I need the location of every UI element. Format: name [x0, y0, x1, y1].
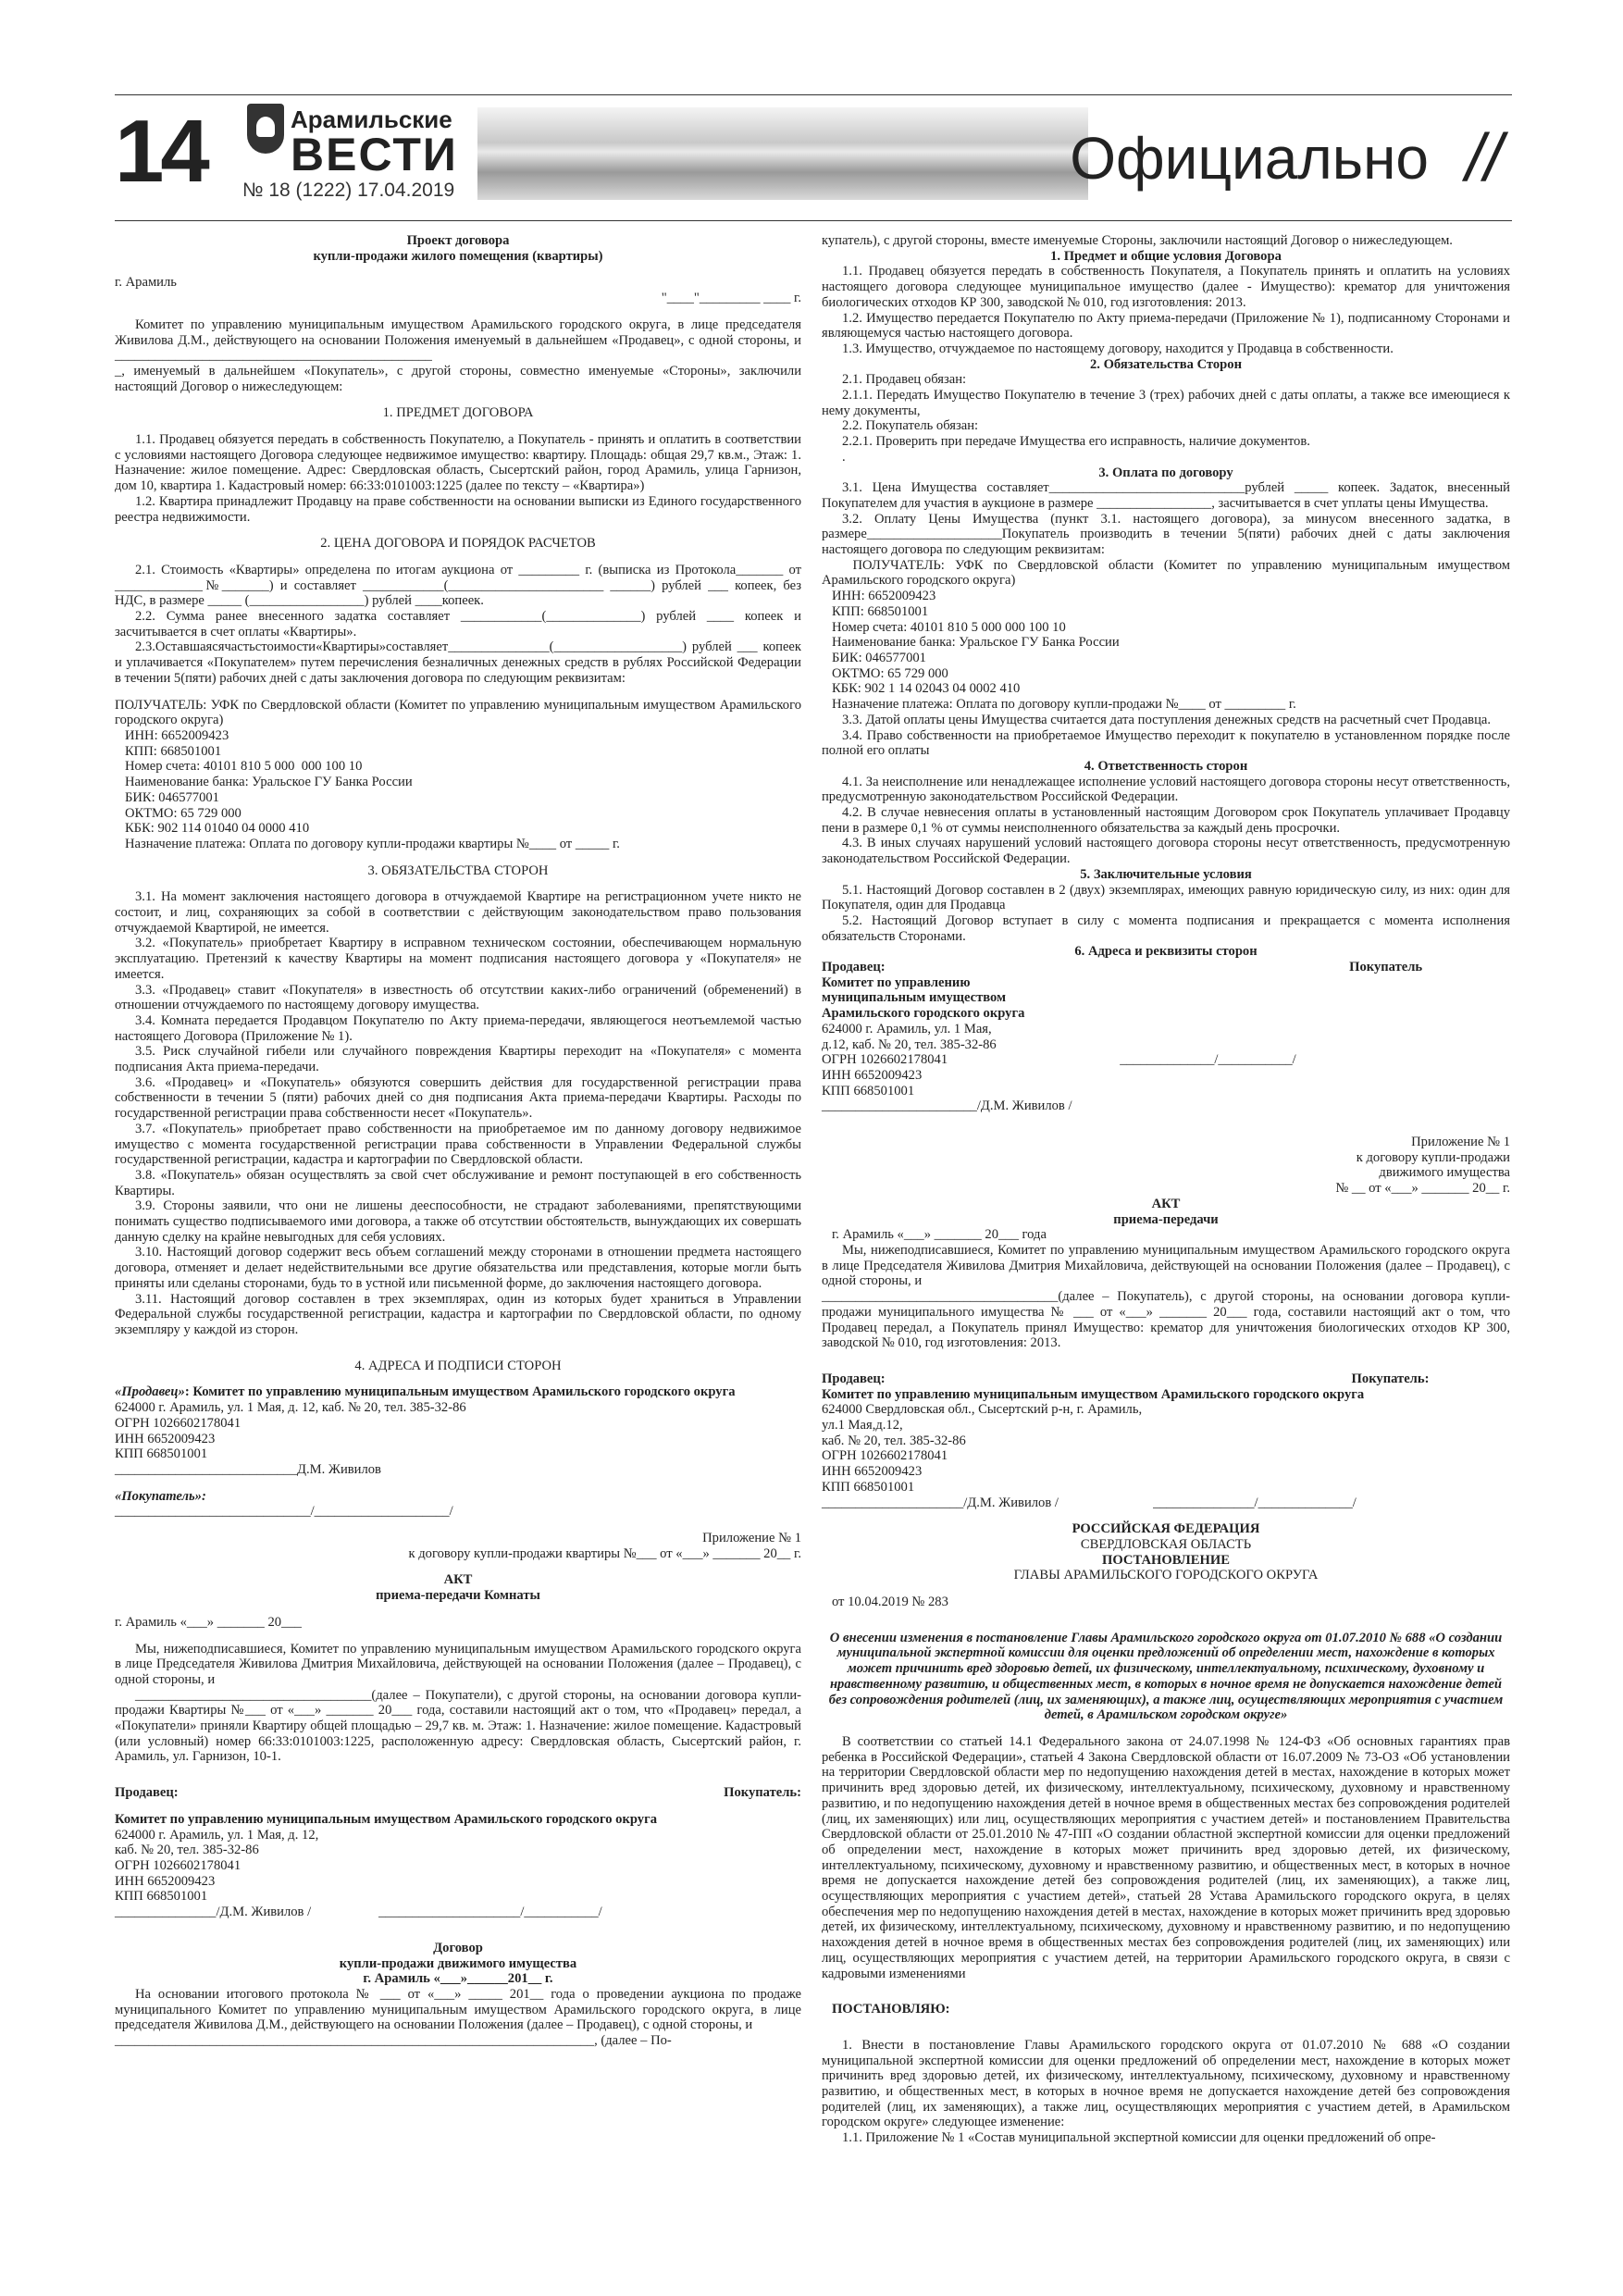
section-heading: 6. Адреса и реквизиты сторон	[1074, 944, 1258, 960]
text-line: Приложение № 1	[1411, 1135, 1510, 1150]
text-line: ___________________________________(далее – Покупатели), с другой стороны, на основании договора купли-продажи Квартиры №___ от «___» _______ 20___ года, составили настоящий акт о том, что «Продавец» передал, а «Покупатели» приняли Квартиру общей площадью – 29,7 кв. м. Этаж: 1. Назначение: жилое помещение. Кадастровый (или условный) номер 66:33:0101003:1225, расположенную адресу: Свердловская область, Сысертский район, г. Арамиль, ул. Гарнизон, 10-1.	[115, 1687, 801, 1765]
text-line: 2.2.1. Проверить при передаче Имущества его исправность, наличие документов.	[842, 434, 1310, 450]
text-line: Мы, нижеподписавшиеся, Комитет по управлению муниципальным имуществом Арамильского городского округа в лице Председателя Живилова Дмитрия Михайловича, действующей на основании Положения (далее – Продавец), с одной стороны, и	[822, 1243, 1510, 1289]
spacer	[822, 1610, 1510, 1631]
spacer	[822, 1351, 1510, 1371]
seller-label: Продавец:	[822, 960, 886, 975]
text-line: 1.3. Имущество, отчуждаемое по настоящему договору, находится у Продавца в собственности.	[842, 341, 1394, 356]
paper-name-big: ВЕСТИ	[291, 129, 458, 180]
text-line: 1.2. Имущество передается Покупателю по Акту приема-передачи (Приложение № 1), подписанному Сторонами и являющемуся частью настоящего договора.	[822, 310, 1510, 341]
section-heading: 2. ЦЕНА ДОГОВОРА И ПОРЯДОК РАСЧЕТОВ	[320, 536, 596, 552]
section-heading: 3. Оплата по договору	[1098, 465, 1233, 480]
buyer-label: Покупатель:	[724, 1785, 801, 1801]
text-line: № __ от «___» _______ 20__ г.	[1335, 1181, 1510, 1197]
text-line: ПОСТАНОВЛЯЮ:	[822, 2002, 950, 2017]
section-heading: ГЛАВЫ АРАМИЛЬСКОГО ГОРОДСКОГО ОКРУГА	[1013, 1568, 1319, 1583]
text-line: В соответствии со статьей 14.1 Федерального закона от 24.07.1998 № 124-ФЗ «Об основных гарантиях прав ребенка в Российской Федерации», статьей 4 Закона Свердловской области от 16.07.2009 № 73-ОЗ «Об установлении на территории Свердловской области мер по недопущению нахождения детей в местах, нахождение в которых может причинить вред здоровью детей, их физическому, интеллектуальному, психическому, духовному и нравственному развитию, и по недопущению нахождения детей в ночное время в общественных местах без сопровождения родителей (лиц, их заменяющих) или лиц, осуществляющих мероприятия с участием детей» и постановлением Правительства Свердловской области от 25.01.2010 № 47-ПП «О создании областной экспертной комиссии для оценки предложений об определении мест, нахождение в которых может причинить вред здоровью детей, их физическому, интеллектуальному, психическому, духовному и нравственному развитию, и общественных мест, в которых в ночное время не допускается нахождение детей без сопровождения родителей (лиц, их заменяющих), а также лиц, осуществляющих мероприятия с участием детей», статьей 28 Устава Арамильского городского округа, в целях обеспечения мер по недопущению нахождения детей в местах, нахождение в которых может причинить вред здоровью детей, их физическому, интеллектуальному, психическому, духовному и нравственному развитию, и по недопущению нахождения детей в ночное время в общественных местах без сопровождения родителей (лиц, их заменяющих) или лиц, осуществляющих мероприятия с участием детей, на территории Арамильского городского округа, в связи с кадровыми изменениями	[822, 1733, 1510, 1981]
text-line: Назначение платежа: Оплата по договору купли-продажи квартиры №____ от _____ г.	[115, 836, 620, 851]
party-line	[115, 1384, 801, 1400]
issue-info: № 18 (1222) 17.04.2019	[242, 180, 455, 201]
text-line: ___________________________Д.М. Живилов	[115, 1461, 381, 1477]
spacer	[115, 306, 801, 317]
text-line: 3.4. Право собственности на приобретаемое Имущество переходит к покупателю в установленном порядке после полной его оплаты	[822, 727, 1510, 759]
text-line: 5.2. Настоящий Договор вступает в силу с момента подписания и прекращается с момента исполнения обязательств Сторонами.	[822, 912, 1510, 944]
spacer	[115, 878, 801, 889]
text-line: Назначение платежа: Оплата по договору купли-продажи №____ от _________ г.	[822, 697, 1296, 713]
text-line: 2.1.1. Передать Имущество Покупателю в течение 3 (трех) рабочих дней с даты оплаты, а также все имеющиеся к нему документы,	[822, 388, 1510, 418]
text-line: Комитет по управлению	[822, 974, 971, 990]
text-line: КПП 668501001	[115, 1889, 208, 1905]
seller-label: Продавец:	[822, 1371, 886, 1386]
text-line: 3.2. «Покупатель» приобретает Квартиру в исправном техническом состоянии, обеспечивающем нормальную эксплуатацию. Претензий к качеству Квартиры на момент подписания настоящего договора у «Покупателя» не имеется.	[115, 936, 801, 982]
spacer	[115, 1520, 801, 1531]
text-line: _______________/Д.М. Живилов / _____________________/___________/	[115, 1905, 602, 1920]
section-heading: 4. АДРЕСА И ПОДПИСИ СТОРОН	[354, 1358, 562, 1373]
text-line: Арамильского городского округа	[822, 1006, 1025, 1022]
section-heading: Договор	[433, 1940, 483, 1955]
text-line: ОГРН 1026602178041	[115, 1857, 242, 1873]
text-line: ул.1 Мая,д.12,	[822, 1418, 903, 1433]
text-line: каб. № 20, тел. 385-32-86	[115, 1843, 259, 1858]
text-line: от 10.04.2019 № 283	[822, 1595, 948, 1610]
text-line: «Покупатель»:	[115, 1488, 206, 1504]
section-heading: 5. Заключительные условия	[1080, 866, 1252, 882]
text-line: движимого имущества	[1379, 1165, 1510, 1181]
right-column	[822, 233, 1514, 2146]
spacer	[115, 552, 801, 563]
section-heading: 2. Обязательства Сторон	[1089, 356, 1243, 372]
text-line: муниципальным имуществом	[822, 990, 1007, 1006]
text-line: КПП 668501001	[822, 1083, 915, 1098]
text-line: 3.7. «Покупатель» приобретает право собственности на приобретаемое им по данному договору недвижимое имущество с момента государственной регистрации права собственности в Управлении Федеральной службы государственной регистрации, кадастра и картографии по Свердловской области.	[115, 1121, 801, 1168]
text-line: 624000 Свердловская обл., Сысертский р-н, г. Арамиль,	[822, 1402, 1143, 1418]
text-line: 3.3. «Продавец» ставит «Покупателя» в известность об отсутствии каких-либо ограничений (обременений) в отношении отчуждаемого по настоящему договору имущества.	[115, 982, 801, 1013]
text-line: Мы, нижеподписавшиеся, Комитет по управлению муниципальным имуществом Арамильского городского округа в лице Председателя Живилова Дмитрия Михайловича, действующей на основании Положения (далее – Продавец), с одной стороны, и	[115, 1641, 801, 1687]
text-line: ИНН 6652009423	[822, 1067, 923, 1083]
spacer	[822, 1510, 1510, 1521]
spacer	[115, 852, 801, 863]
text-line: 3.1. Цена Имущества составляет_____________________________рублей _____ копеек. Задаток, внесенный Покупателем для участия в аукционе в размере _________________, засчитывается в счет уплаты цены Имущества.	[822, 480, 1510, 511]
section-heading: О внесении изменения в постановление Главы Арамильского городского округа от 01.07.2010 № 688 «О создании муниципальной экспертной комиссии для оценки предложений об определении мест, нахождение в которых может причинить вред здоровью детей, их физическому, интеллектуальному, психическому, духовному и нравственному развитию, и общественных мест, в которых в ночное время не допускается нахождение детей без сопровождения родителей (лиц, их заменяющих), а также лиц, осуществляющих мероприятия с участием детей, в Арамильском городском округе»	[828, 1630, 1504, 1723]
text-line: _____________________________/____________________/	[115, 1504, 453, 1520]
text-line: купатель), с другой стороны, вместе именуемые Стороны, заключили настоящий Договор о нижеследующем.	[822, 233, 1453, 248]
text-line: ПОЛУЧАТЕЛЬ: УФК по Свердловской области (Комитет по управлению муниципальным имуществом Арамильского городского округа)	[822, 557, 1514, 589]
party-role: «Продавец»	[115, 1384, 185, 1400]
party-labels-row	[822, 1371, 1510, 1387]
text-line: Комитет по управлению муниципальным имуществом Арамильского городского округа, в лице председателя Живилова Д.М., действующего на основании Положения именуемый в дальнейшем «Продавец», с одной стороны, и _______________________________________________	[115, 316, 801, 364]
left-column	[115, 233, 805, 2049]
text-line: ОКТМО: 65 729 000	[822, 665, 948, 681]
spacer	[115, 1604, 801, 1615]
spacer	[115, 525, 801, 536]
text-line: КБК: 902 1 14 02043 04 0002 410	[822, 681, 1021, 697]
spacer	[822, 2017, 1510, 2038]
text-line: 4.3. В иных случаях нарушений условий настоящего договора стороны несут ответственность, предусмотренную законодательством Российской Федерации.	[822, 836, 1510, 867]
masthead	[115, 100, 1512, 209]
page-number: 14	[115, 102, 206, 201]
text-line: БИК: 046577001	[822, 650, 926, 665]
spacer	[115, 1765, 801, 1785]
top-rule	[115, 94, 1512, 95]
spacer	[822, 1114, 1510, 1135]
spacer	[115, 1338, 801, 1359]
text-line: Наименование банка: Уральское ГУ Банка России	[822, 635, 1120, 651]
text-line: к договору купли-продажи квартиры №___ от «___» _______ 20__ г.	[408, 1545, 801, 1561]
seller-label: Продавец:	[115, 1785, 179, 1801]
text-line: ОГРН 1026602178041	[115, 1415, 242, 1431]
section-heading: СВЕРДЛОВСКАЯ ОБЛАСТЬ	[1080, 1536, 1252, 1552]
text-line: 3.10. Настоящий договор содержит весь объем соглашений между сторонами в отношении предмета настоящего договора, отменяет и делает недействительными все другие обязательства или представления, которые могли быть приняты или сделаны сторонами, будь то в устной или письменной форме, до заключения настоящего договора.	[115, 1245, 801, 1291]
text-line: 1.1. Приложение № 1 «Состав муниципальной экспертной комиссии для оценки предложений об опре-	[842, 2130, 1436, 2146]
section-heading: приема-передачи	[1113, 1211, 1219, 1227]
text-line: д.12, каб. № 20, тел. 385-32-86	[822, 1036, 997, 1052]
paper-name-top: Арамильские	[291, 105, 452, 133]
text-line: Номер счета: 40101 810 5 000 000 100 10	[115, 759, 363, 775]
text-line: ИНН: 6652009423	[822, 589, 936, 604]
text-line: "____"_________ ____ г.	[661, 291, 801, 306]
text-line: 1.1. Продавец обязуется передать в собственность Покупателю, а Покупатель - принять и оплатить в соответствии с условиями настоящего Договора следующее недвижимое имущество: квартиру. Площадь: общая 29,7 кв.м., Этаж: 1. Назначение: жилое помещение. Адрес: Свердловская область, Сысертский район, город Арамиль, улица Гарнизон, дом 10, квартира 1. Кадастровый номер: 66:33:0101003:1225 (далее по тексту – «Квартира»)	[115, 432, 801, 494]
text-line: 3.11. Настоящий договор составлен в трех экземплярах, один из которых будет храниться в Управлении Федеральной службы государственной регистрации, кадастра и картографии по Свердловской области, по одному экземпляру у каждой из сторон.	[115, 1291, 801, 1337]
text-line: На основании итогового протокола № ___ от «___» _____ 201__ года о проведении аукциона по продаже муниципального Комитет по управлению муниципальным имуществом Арамильского городского округа, в лице председателя Живилова Д.М., действующего на основании Положения (далее – Продавец), с одной стороны, и	[115, 1986, 801, 2033]
coat-of-arms-icon	[247, 104, 284, 154]
text-line: ИНН 6652009423	[822, 1464, 923, 1480]
section-heading: г. Арамиль «___»______201__ г.	[363, 1971, 553, 1987]
text-line: ОГРН 1026602178041 ______________/___________/	[822, 1052, 1296, 1068]
text-line: 1.2. Квартира принадлежит Продавцу на праве собственности на основании выписки из Единого государственного реестра недвижимости.	[115, 493, 801, 525]
spacer	[115, 264, 801, 275]
text-line: 2.2. Покупатель обязан:	[842, 418, 979, 434]
section-heading: АКТ	[1151, 1196, 1181, 1211]
text-line: _______________________________________________________________________, (далее – По-	[115, 2033, 672, 2049]
text-line: 3.1. На момент заключения настоящего договора в отчуждаемой Квартире на регистрационном учете никто не состоит, и лиц, сохраняющих за собой в соответствии с действующим законодательством право пользования отчуждаемой Квартирой, не имеется.	[115, 889, 801, 936]
text-line: 3.9. Стороны заявили, что они не лишены дееспособности, не страдают заболеваниями, препятствующими понимать существо подписываемого ими договора, а также об отсутствии обстоятельств, вынуждающих их совершать данную сделку на крайне невыгодных для себя условиях.	[115, 1198, 801, 1245]
text-line: каб. № 20, тел. 385-32-86	[822, 1433, 966, 1448]
spacer	[822, 1981, 1510, 2002]
text-line: к договору купли-продажи	[1356, 1149, 1510, 1165]
text-line: 2.2. Сумма ранее внесенного задатка составляет ____________(______________) рублей ____ копеек и засчитывается в счет оплаты «Квартиры».	[115, 609, 801, 639]
spacer	[115, 421, 801, 432]
text-line: 3.8. «Покупатель» обязан осуществлять за свой счет обслуживание и ремонт поступающей в его собственность Квартиры.	[115, 1167, 801, 1198]
text-line: КПП 668501001	[822, 1479, 915, 1495]
header-photo	[477, 107, 1088, 200]
text-line: 3.3. Датой оплаты цены Имущества считается дата поступления денежных средств на расчетный счет Продавца.	[842, 712, 1492, 727]
section-heading: 1. Предмет и общие условия Договора	[1050, 248, 1282, 264]
text-line: 3.2. Оплату Цены Имущества (пункт 3.1. настоящего договора), за минусом внесенного задатка, в размере____________________Покупатель производить в течении 5(пяти) рабочих дней с даты заключения настоящего договора по следующим реквизитам:	[822, 511, 1510, 558]
section-heading: Проект договора	[406, 233, 510, 248]
spacer	[115, 1801, 801, 1812]
text-line: 2.1. Стоимость «Квартиры» определена по итогам аукциона от _________ г. (выписка из Протокола_______ от _____________№_______) и составляет ____________(_______________________ ______) рублей ___ копеек, без НДС, в размере _____ (_________________) рублей ____копеек.	[115, 562, 801, 609]
section-heading: купли-продажи движимого имущества	[339, 1955, 577, 1971]
text-line: Наименование банка: Уральское ГУ Банка России	[115, 775, 413, 790]
spacer	[115, 1373, 801, 1384]
section-heading: приема-передачи Комнаты	[376, 1588, 540, 1604]
text-line: БИК: 046577001	[115, 789, 219, 805]
section-heading: РОССИЙСКАЯ ФЕДЕРАЦИЯ	[1072, 1521, 1260, 1537]
section-heading: АКТ	[443, 1572, 473, 1588]
spacer	[822, 1583, 1510, 1595]
text-line: ОГРН 1026602178041	[822, 1448, 948, 1464]
text-line: ОКТМО: 65 729 000	[115, 805, 242, 821]
header-bottom-rule	[115, 220, 1512, 221]
text-line: Комитет по управлению муниципальным имущеcтвом Арамильского городского округа	[115, 1811, 658, 1827]
text-line: ПОЛУЧАТЕЛЬ: УФК по Свердловской области (Комитет по управлению муниципальным имуществом Арамильского городского округа)	[115, 697, 805, 728]
buyer-label: Покупатель:	[1351, 1371, 1510, 1386]
text-line: 3.5. Риск случайной гибели или случайного повреждения Квартиры переходит на «Покупателя» с момента подписания Акта приема-передачи.	[115, 1044, 801, 1075]
text-line: г. Арамиль «___» _______ 20___ года	[822, 1227, 1047, 1243]
text-line: г. Арамиль «___» _______ 20___	[115, 1614, 302, 1630]
section-heading: купли-продажи жилого помещения (квартиры)	[313, 248, 603, 264]
text-line: 2.1. Продавец обязан:	[842, 372, 967, 388]
text-line: 5.1. Настоящий Договор составлен в 2 (двух) экземплярах, имеющих равную юридическую силу, из них: один для Покупателя, один для Продавца	[822, 882, 1510, 913]
spacer	[822, 1723, 1510, 1734]
text-line: 3.4. Комната передается Продавцом Покупателю по Акту приема-передачи, являющегося неотъемлемой частью настоящего Договора (Приложение № 1).	[115, 1012, 801, 1044]
text-line: 624000 г. Арамиль, ул. 1 Мая,	[822, 1021, 992, 1036]
text-line: КБК: 902 114 01040 04 0000 410	[115, 821, 310, 837]
text-line: 3.6. «Продавец» и «Покупатель» обязуются совершить действия для государственной регистрации права собственности в течении 5 (пяти) рабочих дней со дня подписания Акта приема-передачи Квартиры. Расходы по государственной регистрации права собственности несет «Покупатель».	[115, 1074, 801, 1122]
section-heading: 4. Ответственность сторон	[1084, 758, 1248, 774]
text-line: Комитет по управлению муниципальным имуществом Арамильского городского округа	[822, 1386, 1365, 1402]
text-line: ИНН: 6652009423	[115, 727, 229, 743]
spacer	[115, 1561, 801, 1572]
text-line: 4.1. За неисполнение или ненадлежащее исполнение условий настоящего договора стороны несут ответственность, предусмотренную законодательством Российской Федерации.	[822, 774, 1510, 805]
text-line: ___________________________________(далее – Покупатель), с другой стороны, на основании договора купли-продажи муниципального имущества № ___ от «___» _______ 20___ года, составили настоящий акт о том, что Продавец передал, а Покупатель принял Имущество: крематор для уничтожения биологических отходов КР 300, заводской № 010, год изготовления: 2013.	[822, 1289, 1514, 1351]
section-heading: 1. ПРЕДМЕТ ДОГОВОРА	[382, 405, 534, 421]
party-labels-row	[115, 1785, 801, 1801]
text-line: Приложение № 1	[702, 1531, 801, 1546]
text-line: ИНН 6652009423	[115, 1431, 216, 1446]
text-line: 624000 г. Арамиль, ул. 1 Мая, д. 12, каб. № 20, тел. 385-32-86	[115, 1400, 466, 1416]
text-line: 1.1. Продавец обязуется передать в собственность Покупателя, а Покупатель принять и оплатить на условиях настоящего договора следующее муниципальное имущество (далее - Имущество): крематор для уничтожения биологических отходов КР 300, заводской № 010, год изготовления: 2013.	[822, 264, 1510, 310]
text-line: 4.2. В случае невнесения оплаты в установленный настоящим Договором срок Покупатель уплачивает Продавцу пени в размере 0,1 % от суммы неисполненного обязательства за каждый день просрочки.	[822, 805, 1510, 836]
section-heading: 3. ОБЯЗАТЕЛЬСТВА СТОРОН	[367, 863, 549, 878]
text-line: 2.3.Оставшаясячастьстоимости«Квартиры»составляет_______________(___________________) рублей ___ копеек и уплачивается «Покупателем» путем перечисления безналичных денежных средств в рублях Российской Федерации в течении 5(пяти) рабочих дней с даты заключения договора по следующим реквизитам:	[115, 639, 801, 686]
text-line: _____________________/Д.М. Живилов / _______________/______________/	[822, 1495, 1357, 1510]
party-name: : Комитет по управлению муниципальным имуществом Арамильского городского округа	[184, 1384, 736, 1400]
text-line: _______________________/Д.М. Живилов /	[822, 1098, 1072, 1114]
spacer	[115, 394, 801, 405]
spacer	[115, 687, 801, 698]
text-line: г. Арамиль	[115, 275, 177, 291]
spacer	[115, 1478, 801, 1489]
party-labels-row	[822, 960, 1510, 975]
text-line: КПП: 668501001	[115, 743, 222, 759]
text-line: _, именуемый в дальнейшем «Покупатель», с другой стороны, совместно именуемые «Стороны», заключили настоящий Договор о нижеследующем:	[115, 363, 805, 394]
text-line: 624000 г. Арамиль, ул. 1 Мая, д. 12,	[115, 1827, 319, 1843]
spacer	[115, 1920, 801, 1941]
text-line: .	[842, 449, 846, 465]
text-line: ИНН 6652009423	[115, 1873, 216, 1889]
text-line: КПП 668501001	[115, 1446, 208, 1462]
buyer-label: Покупатель	[1349, 960, 1510, 975]
text-line: 1. Внести в постановление Главы Арамильского городского округа от 01.07.2010 № 688 «О создании муниципальной экспертной комиссии для оценки предложений об определении мест, нахождение в которых может причинить вред здоровью детей, их физическому, интеллектуальному, психическому, духовному и нравственному развитию, и общественных мест, в которых в ночное время не допускается нахождение детей без сопровождения родителей (лиц, их заменяющих), а также лиц, осуществляющих мероприятия с участием детей, в Арамильском городском округе» следующее изменение:	[822, 2037, 1510, 2130]
spacer	[115, 1631, 801, 1642]
text-line: КПП: 668501001	[822, 603, 929, 619]
section-heading: ПОСТАНОВЛЕНИЕ	[1102, 1552, 1230, 1568]
slashes-icon: //	[1465, 121, 1503, 195]
section-title: Официально	[1070, 125, 1429, 192]
text-line: Номер счета: 40101 810 5 000 000 100 10	[822, 619, 1066, 635]
